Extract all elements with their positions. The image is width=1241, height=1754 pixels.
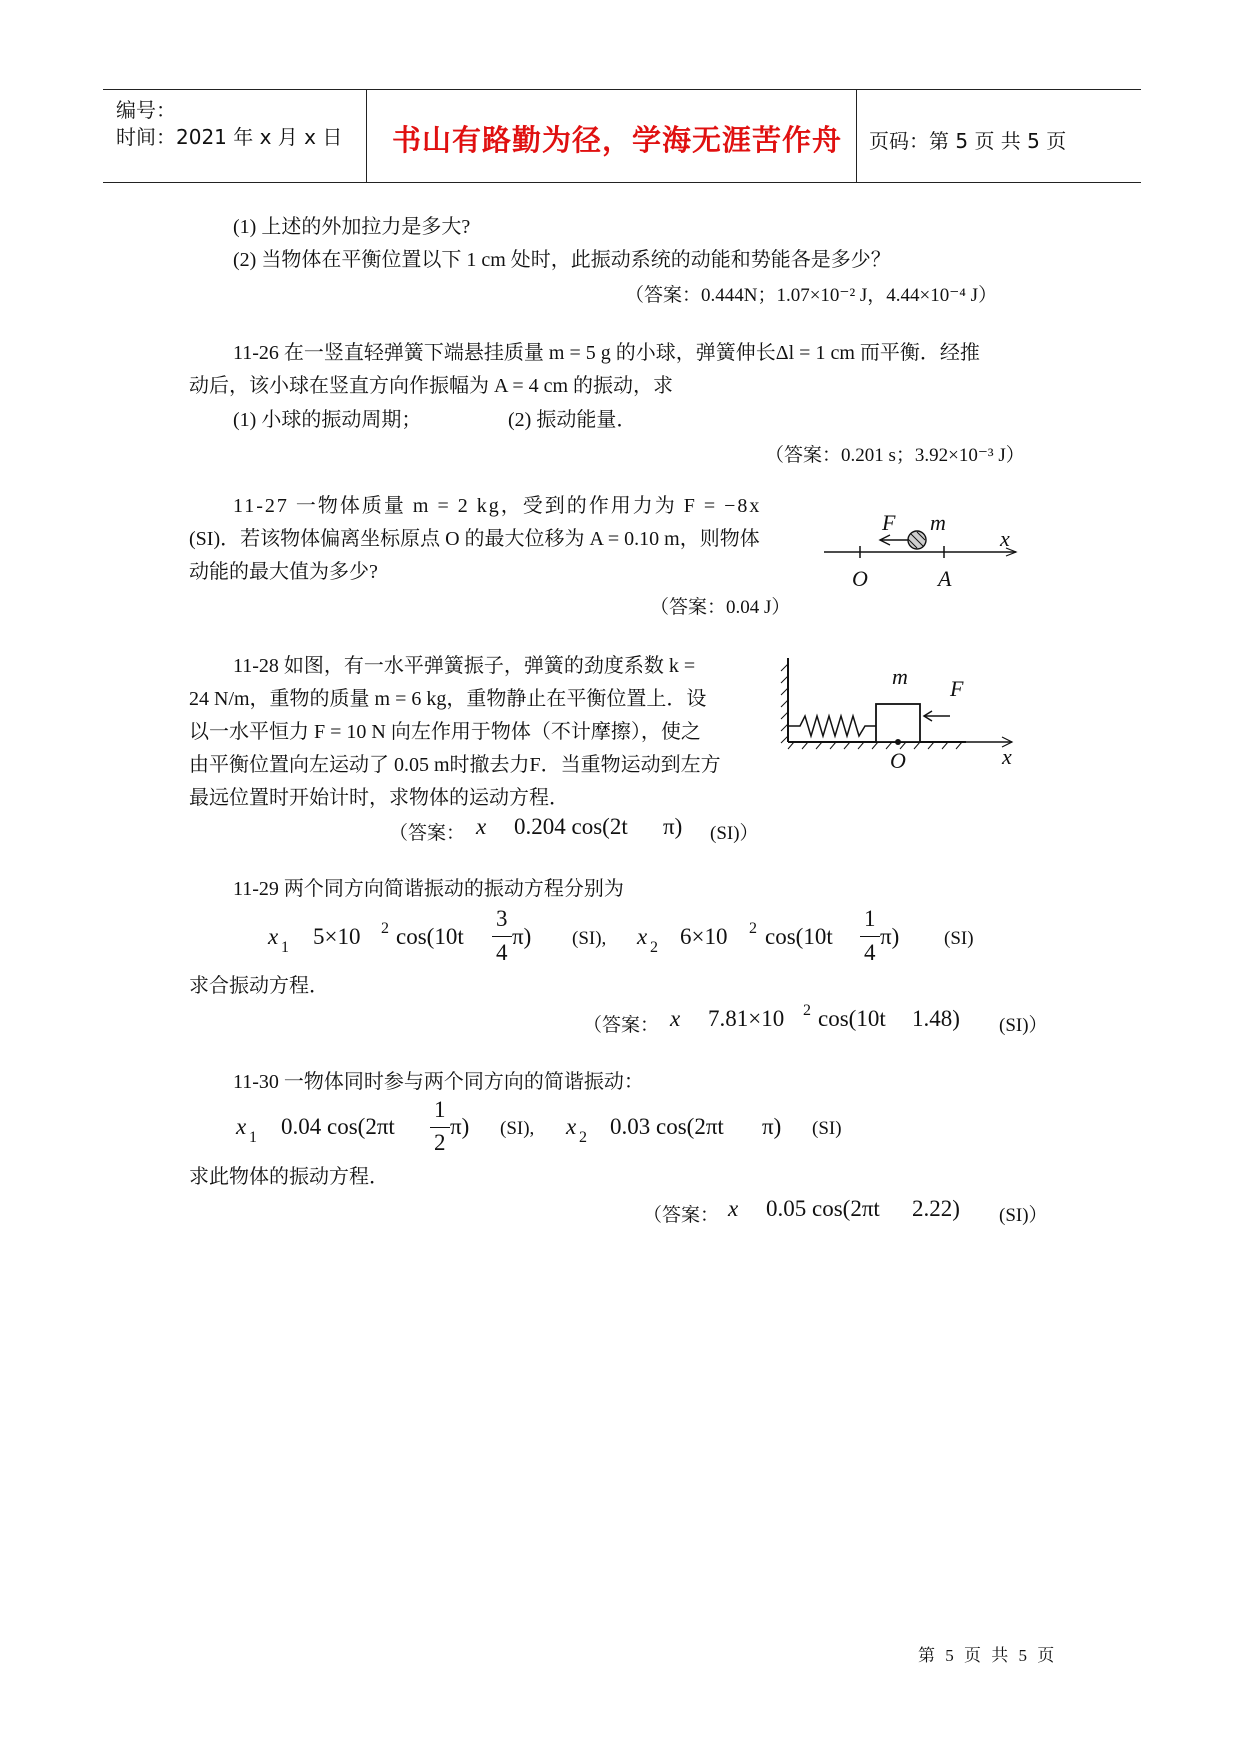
q27-label-a: A xyxy=(938,566,952,591)
q27-label-x: x xyxy=(1000,526,1010,551)
q28-line2: 24 N/m，重物的质量 m = 6 kg，重物静止在平衡位置上．设 xyxy=(189,688,707,710)
q25-sub2: (2) 当物体在平衡位置以下 1 cm 处时，此振动系统的动能和势能各是多少？ xyxy=(233,249,891,271)
q29-answer-exp: 2 xyxy=(803,1002,811,1019)
q26-line2: 动后，该小球在竖直方向作振幅为 A = 4 cm 的振动，求 xyxy=(189,375,674,397)
q29-line2: 求合振动方程． xyxy=(189,975,329,997)
header-divider-right xyxy=(856,89,857,182)
q30-answer-eq: 0.05 cos(2πt xyxy=(766,1196,880,1221)
q30-answer-si: (SI)） xyxy=(999,1205,1048,1226)
page-footer: 第 5 页 共 5 页 xyxy=(918,1646,1058,1665)
motto: 书山有路勤为径，学海无涯苦作舟 xyxy=(392,123,843,157)
q26-sub2: (2) 振动能量． xyxy=(508,409,637,431)
q30-answer-val: 2.22) xyxy=(912,1196,960,1221)
q29-x2: x xyxy=(637,924,648,949)
time-label: 时间：2021 年 x 月 x 日 xyxy=(116,125,343,149)
q30-frac1-bar xyxy=(430,1127,450,1128)
q29-answer-si: (SI)） xyxy=(999,1015,1048,1036)
q29-answer-eq: 7.81×10 xyxy=(708,1006,785,1031)
q28-answer-si: (SI)） xyxy=(710,823,759,844)
q27-label-f: F xyxy=(882,510,896,535)
q29-eq1: 5×10 xyxy=(313,924,361,949)
q30-answer-prefix: （答案： xyxy=(643,1205,720,1226)
q29-answer-prefix: （答案： xyxy=(583,1015,660,1036)
q27-label-o: O xyxy=(852,566,868,591)
q28-block xyxy=(876,704,920,742)
header-bottom-rule xyxy=(103,182,1141,183)
q30-pi2: π) xyxy=(762,1114,782,1139)
q28-line4: 由平衡位置向左运动了 0.05 m时撤去力F．当重物运动到左方 xyxy=(189,754,721,776)
q29-pi2: π) xyxy=(880,924,900,949)
q29-x1: x xyxy=(268,924,279,949)
q30-answer-x: x xyxy=(728,1196,739,1221)
q26-line1: 11-26 在一竖直轻弹簧下端悬挂质量 m = 5 g 的小球，弹簧伸长Δl = 1 cm 而平衡．经推 xyxy=(233,342,980,364)
q28-answer-x: x xyxy=(476,814,487,839)
q28-label-x: x xyxy=(1002,744,1012,769)
q29-cos1: cos(10t xyxy=(396,924,464,949)
q28-answer-eq: 0.204 cos(2t xyxy=(514,814,628,839)
q28-floor-hatch xyxy=(788,742,962,749)
q28-label-o: O xyxy=(890,748,906,770)
q30-x2: x xyxy=(566,1114,577,1139)
q29-cos2: cos(10t xyxy=(765,924,833,949)
q29-pi1: π) xyxy=(512,924,532,949)
q29-exp2: 2 xyxy=(749,920,757,937)
q27-figure xyxy=(820,510,1020,600)
q28-answer-prefix: （答案： xyxy=(389,823,466,844)
q27-label-m: m xyxy=(930,510,946,535)
q30-line2: 求此物体的振动方程． xyxy=(189,1166,389,1188)
q29-answer-x: x xyxy=(670,1006,681,1031)
q28-label-m: m xyxy=(892,664,908,689)
q27-answer: （答案：0.04 J） xyxy=(650,597,791,618)
q30-x2-sub: 2 xyxy=(579,1129,587,1146)
q29-x2-sub: 2 xyxy=(650,939,658,956)
q29-den2: 4 xyxy=(864,940,876,965)
q28-wall-hatch xyxy=(781,664,788,743)
q28-equilibrium-dot xyxy=(895,739,901,745)
q30-line1: 11-30 一物体同时参与两个同方向的简谐振动： xyxy=(233,1071,644,1093)
q26-sub1: (1) 小球的振动周期； xyxy=(233,409,422,431)
page-label: 页码：第 5 页 共 5 页 xyxy=(869,129,1067,153)
header-divider-left xyxy=(366,89,367,182)
q30-x1-sub: 1 xyxy=(249,1129,257,1146)
q28-line3: 以一水平恒力 F = 10 N 向左作用于物体（不计摩擦），使之 xyxy=(189,721,701,743)
q30-eq2: 0.03 cos(2πt xyxy=(610,1114,724,1139)
q25-answer: （答案：0.444N；1.07×10⁻² J，4.44×10⁻⁴ J） xyxy=(625,285,998,306)
q30-si2: (SI) xyxy=(812,1118,842,1139)
q28-line5: 最远位置时开始计时，求物体的运动方程． xyxy=(189,787,569,809)
q30-num1: 1 xyxy=(434,1097,446,1122)
q29-frac1-bar xyxy=(492,936,512,937)
q28-figure xyxy=(780,650,1020,770)
q30-pi1: π) xyxy=(450,1114,470,1139)
q29-num1: 3 xyxy=(496,906,508,931)
q29-eq2: 6×10 xyxy=(680,924,728,949)
q29-line1: 11-29 两个同方向简谐振动的振动方程分别为 xyxy=(233,878,624,900)
q29-answer-val: 1.48) xyxy=(912,1006,960,1031)
q30-den1: 2 xyxy=(434,1130,446,1155)
q29-si1: (SI), xyxy=(572,928,607,949)
q27-line1: 11-27 一物体质量 m = 2 kg，受到的作用力为 F = −8x xyxy=(233,495,762,517)
q29-x1-sub: 1 xyxy=(281,939,289,956)
q29-exp1: 2 xyxy=(381,920,389,937)
serial-label: 编号： xyxy=(116,98,176,122)
q27-line2: (SI)．若该物体偏离坐标原点 O 的最大位移为 A = 0.10 m，则物体 xyxy=(189,528,760,550)
q28-answer-pi: π) xyxy=(663,814,683,839)
q29-den1: 4 xyxy=(496,940,508,965)
header-top-rule xyxy=(103,89,1141,90)
q29-answer-cos: cos(10t xyxy=(818,1006,886,1031)
q30-eq1: 0.04 cos(2πt xyxy=(281,1114,395,1139)
q26-answer: （答案：0.201 s；3.92×10⁻³ J） xyxy=(765,445,1025,466)
q29-num2: 1 xyxy=(864,906,876,931)
q28-label-f: F xyxy=(950,676,964,701)
q27-line3: 动能的最大值为多少? xyxy=(189,561,378,583)
q28-spring xyxy=(788,716,876,736)
q28-line1: 11-28 如图，有一水平弹簧振子，弹簧的劲度系数 k = xyxy=(233,655,696,677)
q25-sub1: (1) 上述的外加拉力是多大? xyxy=(233,216,471,238)
q29-frac2-bar xyxy=(860,936,880,937)
q30-x1: x xyxy=(236,1114,247,1139)
q29-si2: (SI) xyxy=(944,928,974,949)
q30-si1: (SI), xyxy=(500,1118,535,1139)
